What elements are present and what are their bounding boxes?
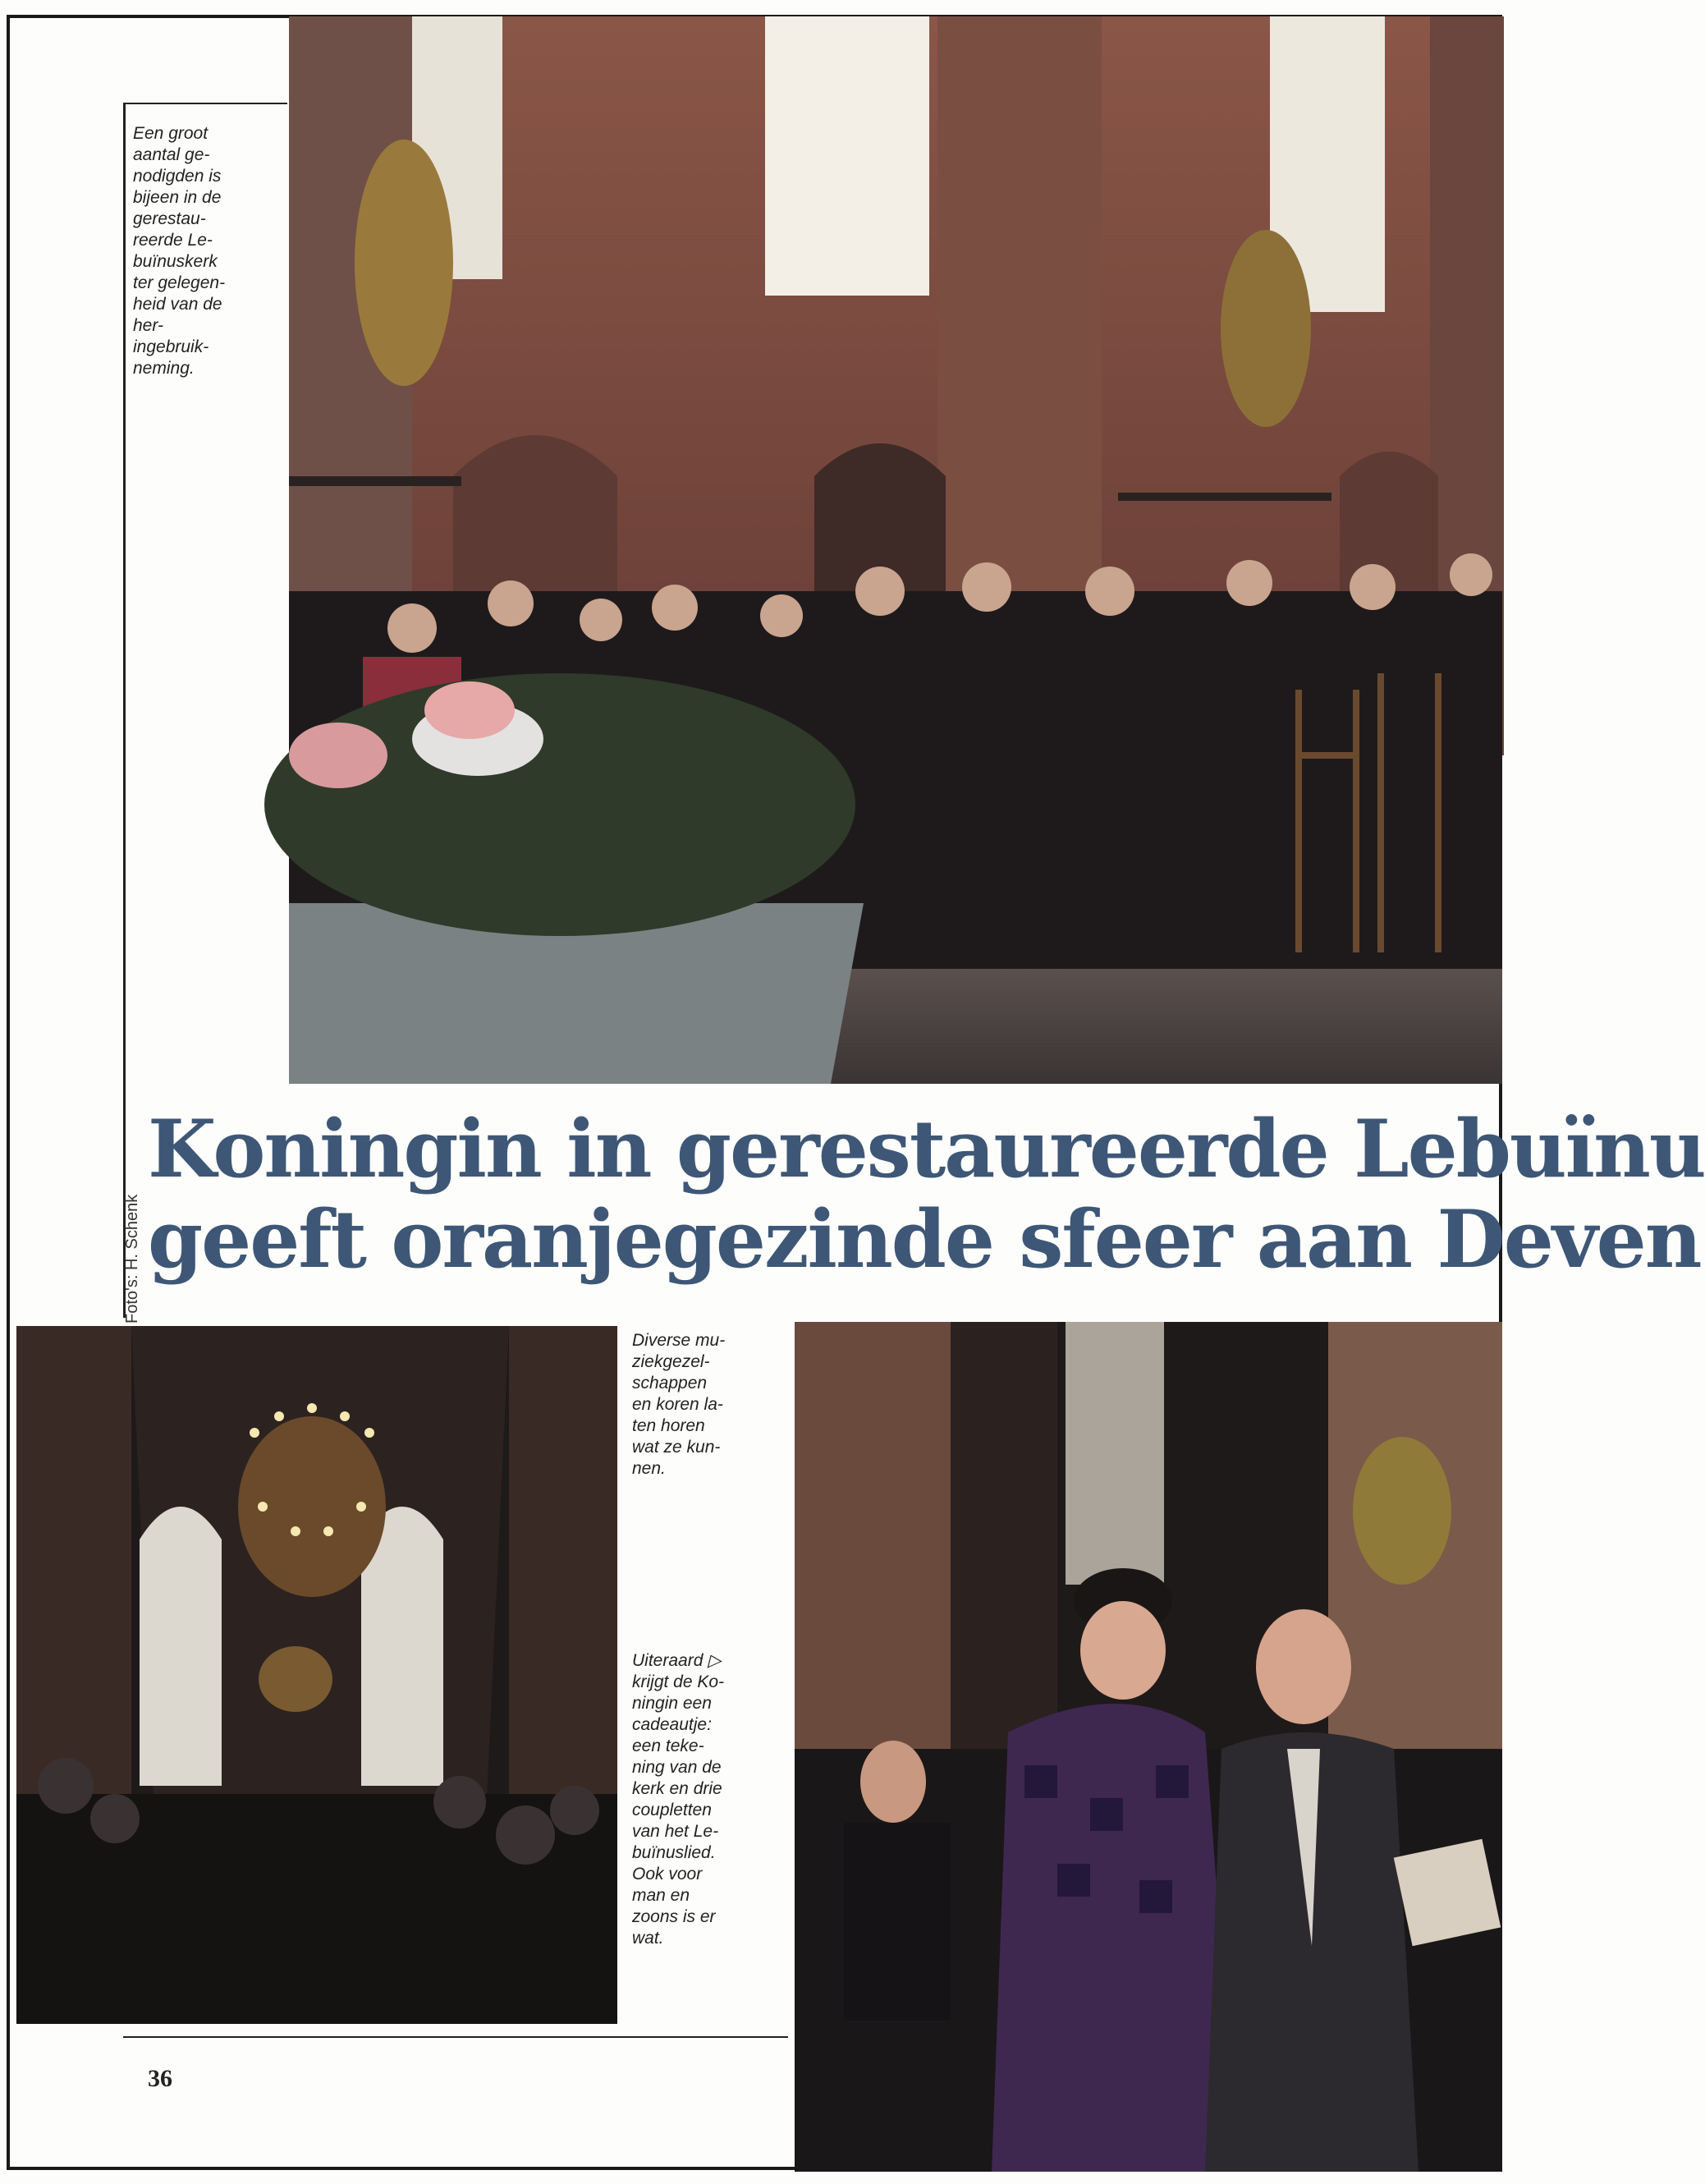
caption-bottom-rule	[123, 2036, 788, 2038]
caption-top-rule	[123, 103, 126, 1318]
photo-credit: Foto's: H. Schenk	[123, 1194, 141, 1324]
caption-top: Een groot aantal ge- nodigden is bijeen in de gerestau- reerde Le- buïnuskerk ter gelegen- heid van de her- ingebruik- neming.	[133, 124, 226, 378]
headline-line-2: geeft oranjegezinde sfeer aan Deven	[148, 1193, 1701, 1286]
photo-church-nave	[16, 1326, 617, 2024]
photo-church-guests	[289, 16, 1502, 1084]
page-number: 36	[148, 2065, 172, 2092]
photo-queen-gift	[795, 1322, 1502, 2172]
headline-line-1: Koningin in gerestaureerde Lebuïnu	[148, 1103, 1705, 1195]
caption-top-hrule	[123, 103, 287, 104]
caption-middle: Diverse mu- ziekgezel- schappen en koren la- ten horen wat ze kun- nen.	[632, 1331, 726, 1478]
caption-bottom: Uiteraard ▷ krijgt de Ko- ningin een cadeautje: een teke- ning van de kerk en drie coupletten van het Le- buïnuslied. Ook voor man en zoons is er wat.	[632, 1651, 725, 1948]
